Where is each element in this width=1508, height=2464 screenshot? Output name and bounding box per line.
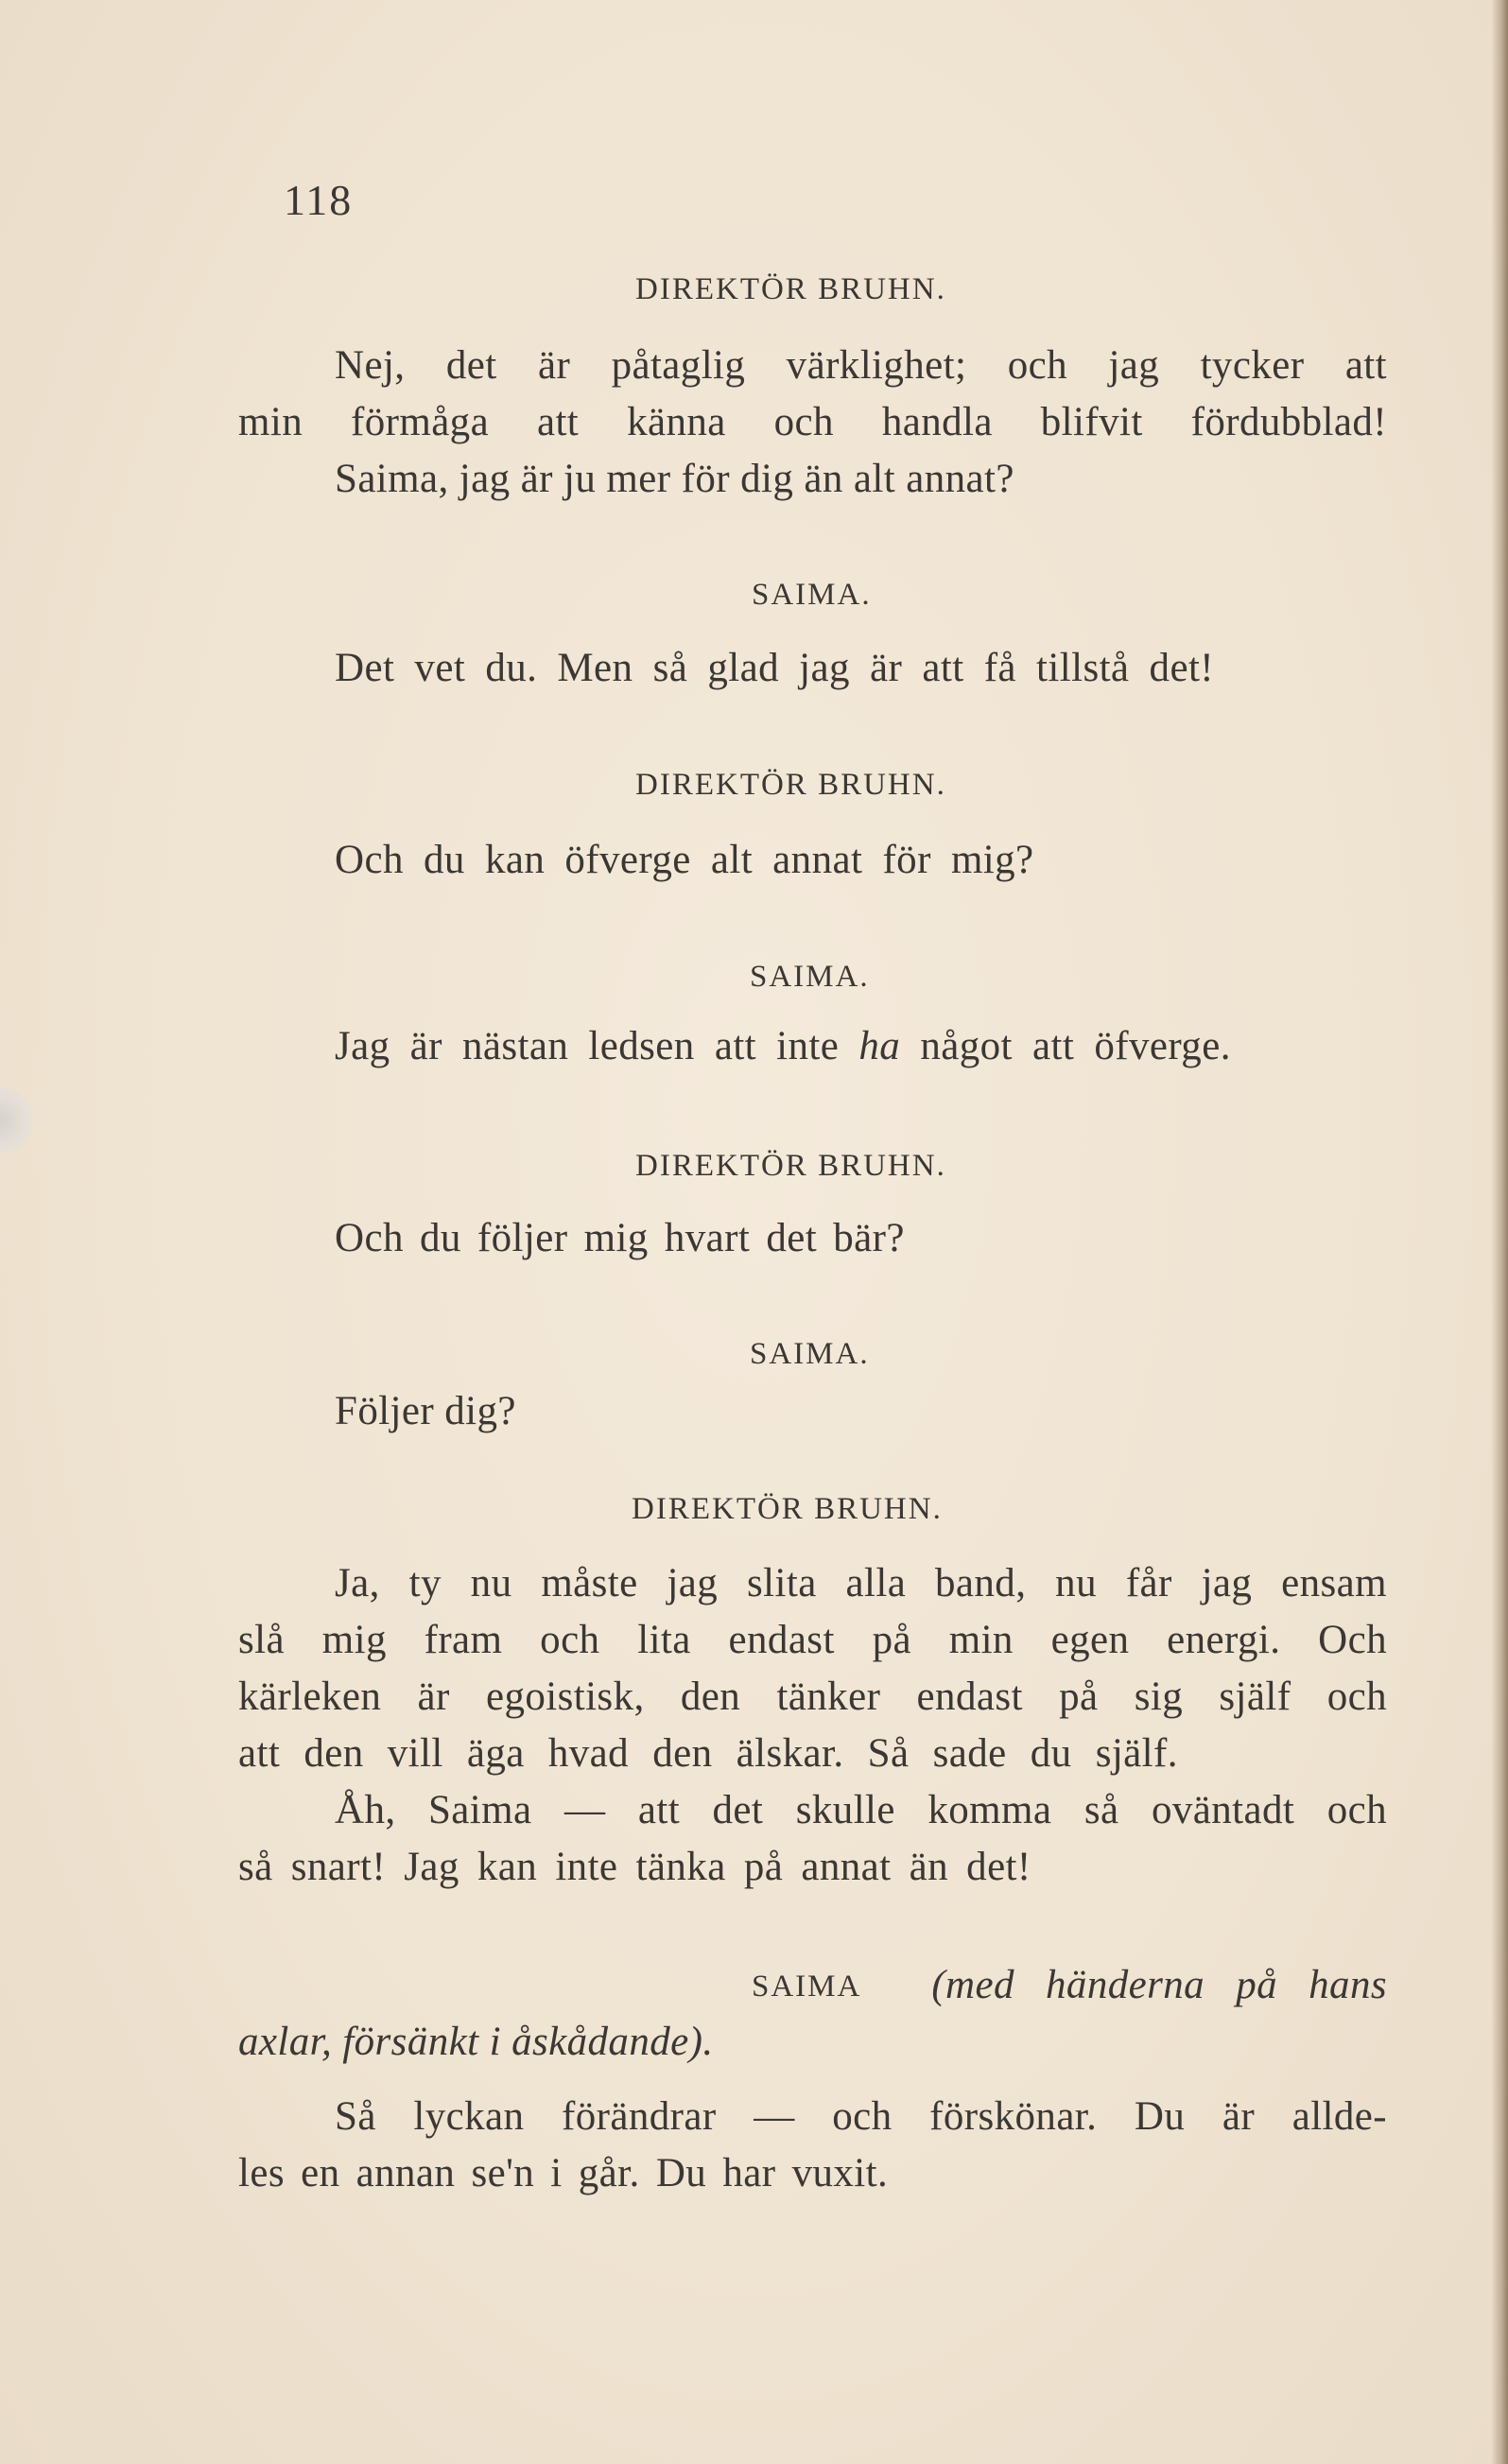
- dialogue-line: min förmåga att känna och handla blifvit fördubblad!: [238, 400, 1387, 444]
- speaker-label: SAIMA.: [750, 960, 870, 994]
- stage-direction: axlar, försänkt i åskådande).: [238, 2020, 714, 2064]
- dialogue-line: les en annan se'n i går. Du har vuxit.: [238, 2151, 889, 2195]
- dialogue-line: Så lyckan förändrar — och förskönar. Du är allde-: [335, 2094, 1387, 2139]
- speaker-label: SAIMA.: [752, 578, 872, 612]
- dialogue-line: [335, 1023, 1231, 1069]
- dialogue-line: kärleken är egoistisk, den tänker endast på sig själf och: [238, 1674, 1387, 1719]
- page-number: 118: [284, 176, 354, 224]
- dialogue-line: Följer dig?: [335, 1389, 516, 1433]
- dialogue-line: Ja, ty nu måste jag slita alla band, nu får jag ensam: [335, 1561, 1387, 1605]
- scan-artifact-mark: [0, 1087, 32, 1154]
- page-edge-shadow: [1491, 0, 1508, 2464]
- speaker-label: DIREKTÖR BRUHN.: [635, 1149, 946, 1183]
- speaker-label: SAIMA.: [750, 1337, 870, 1371]
- speaker-label: SAIMA: [752, 1969, 862, 2004]
- speaker-label: DIREKTÖR BRUHN.: [632, 1492, 943, 1526]
- dialogue-line: att den vill äga hvad den älskar. Så sade du själf.: [238, 1731, 1178, 1776]
- dialogue-line: Och du kan öfverge alt annat för mig?: [335, 838, 1034, 882]
- dialogue-line: Det vet du. Men så glad jag är att få tillstå det!: [335, 646, 1215, 690]
- stage-direction: (med händerna på hans: [931, 1963, 1387, 2007]
- dialogue-line: Nej, det är påtaglig värklighet; och jag tycker att: [335, 343, 1387, 388]
- dialogue-text: något att öfverge.: [900, 1024, 1231, 1068]
- speaker-label: DIREKTÖR BRUHN.: [635, 768, 946, 802]
- dialogue-line: Åh, Saima — att det skulle komma så oväntadt och: [335, 1788, 1387, 1832]
- dialogue-text: Jag är nästan ledsen att inte: [335, 1024, 859, 1068]
- dialogue-line: Saima, jag är ju mer för dig än alt annat?: [335, 457, 1014, 501]
- dialogue-line: så snart! Jag kan inte tänka på annat än det!: [238, 1845, 1031, 1889]
- emphasis-text: ha: [858, 1024, 901, 1068]
- dialogue-line: slå mig fram och lita endast på min egen energi. Och: [238, 1618, 1387, 1662]
- dialogue-line: Och du följer mig hvart det bär?: [335, 1216, 905, 1260]
- speaker-label: DIREKTÖR BRUHN.: [635, 272, 946, 306]
- stage-direction-header: [752, 1962, 1387, 2008]
